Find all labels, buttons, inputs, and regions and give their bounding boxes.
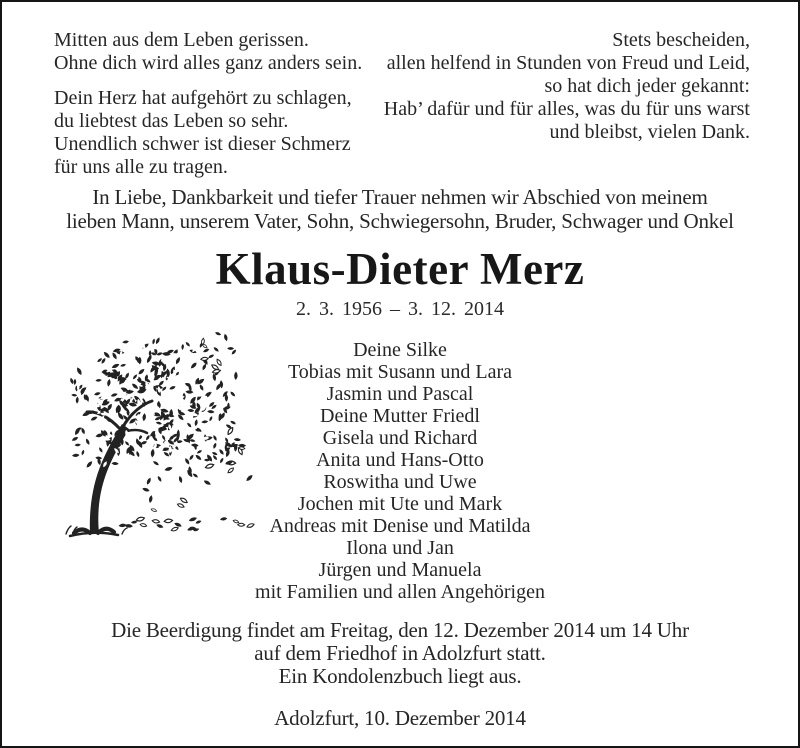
text-line: Die Beerdigung findet am Freitag, den 12. Dezember 2014 um 14 Uhr — [111, 618, 689, 642]
text-line: allen helfend in Stunden von Freud und Leid, — [386, 52, 750, 74]
poem-left-stanza-1 — [54, 29, 362, 75]
text-line: In Liebe, Dankbarkeit und tiefer Trauer nehmen wir Abschied von meinem — [92, 185, 708, 209]
text-line: Ohne dich wird alles ganz anders sein. — [54, 52, 363, 74]
text-line: Andreas mit Denise und Matilda — [269, 515, 531, 537]
text-line: Stets bescheiden, — [612, 29, 750, 51]
funeral-info — [2, 619, 798, 688]
text-line: Hab’ dafür und für alles, was du für uns warst — [383, 98, 750, 120]
text-line: Tobias mit Susann und Lara — [287, 361, 513, 383]
text-line: Ein Kondolenzbuch liegt aus. — [278, 664, 522, 688]
text-line: Deine Silke — [353, 339, 447, 361]
text-line: lieben Mann, unserem Vater, Sohn, Schwiegersohn, Bruder, Schwager und Onkel — [66, 209, 734, 233]
text-line: Deine Mutter Friedl — [320, 405, 480, 427]
middle-section — [2, 339, 798, 603]
text-line: Roswitha und Uwe — [323, 471, 477, 493]
tree-illustration — [48, 321, 253, 543]
epigraph-row — [2, 2, 798, 181]
life-dates: 2. 3. 1956 – 3. 12. 2014 — [296, 298, 504, 320]
text-line: Anita und Hans-Otto — [316, 449, 484, 471]
text-line: Mitten aus dem Leben gerissen. — [54, 29, 309, 51]
text-line: so hat dich jeder gekannt: — [544, 75, 750, 97]
poem-right — [384, 29, 750, 181]
text-line: du liebtest das Leben so sehr. — [54, 110, 289, 132]
text-line: Jürgen und Manuela — [318, 559, 482, 581]
announcement-text — [2, 185, 798, 233]
text-line: Unendlich schwer ist dieser Schmerz — [54, 133, 351, 155]
deceased-name: Klaus-Dieter Merz — [215, 244, 585, 294]
poem-left-stanza-2 — [54, 87, 362, 179]
text-line: auf dem Friedhof in Adolzfurt statt. — [254, 641, 546, 665]
text-line: Gisela und Richard — [322, 427, 478, 449]
text-line: Jochen mit Ute und Mark — [297, 493, 503, 515]
place-and-date: Adolzfurt, 10. Dezember 2014 — [274, 706, 526, 730]
text-line: für uns alle zu tragen. — [54, 156, 228, 178]
text-line: Jasmin und Pascal — [326, 383, 474, 405]
text-line: mit Familien und allen Angehörigen — [255, 581, 545, 603]
text-line: Dein Herz hat aufgehört zu schlagen, — [54, 87, 352, 109]
poem-left — [54, 29, 362, 181]
text-line: und bleibst, vielen Dank. — [549, 121, 750, 143]
text-line: Ilona und Jan — [346, 537, 454, 559]
poem-right-stanza-1 — [384, 29, 750, 144]
